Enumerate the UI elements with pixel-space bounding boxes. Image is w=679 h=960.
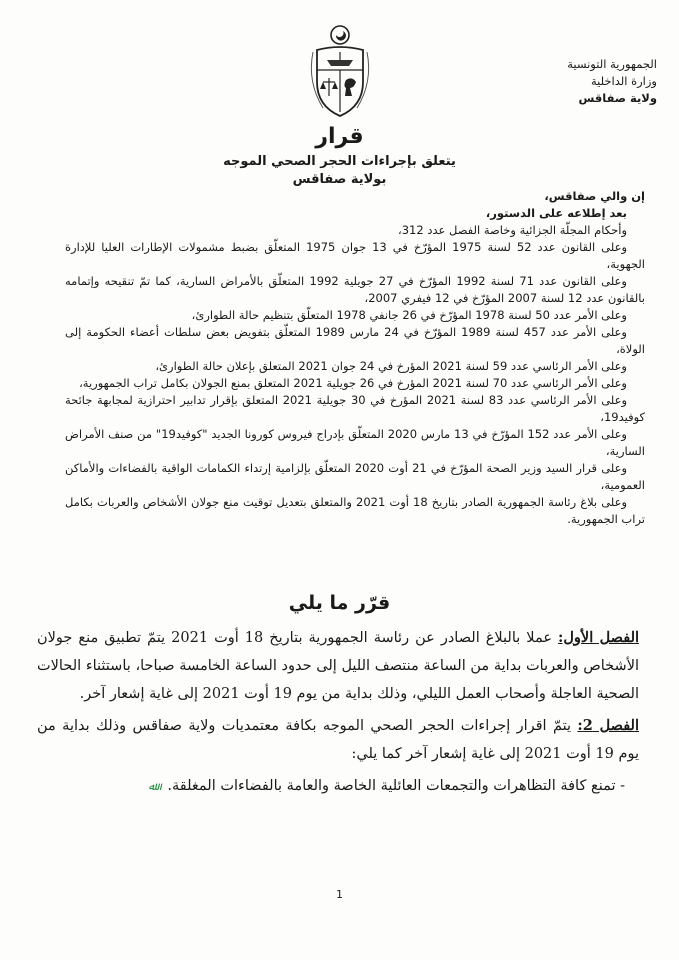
preamble-clause: وعلى الأمر الرئاسي عدد 70 لسنة 2021 المؤرخ في 26 جويلية 2021 المتعلق بمنع الجولان بكامل تراب الجمهورية، bbox=[79, 376, 627, 390]
article-2-label: الفصل 2: bbox=[577, 717, 640, 734]
articles bbox=[37, 624, 639, 805]
bullet-item bbox=[37, 772, 639, 801]
preamble-clause: وعلى قرار السيد وزير الصحة المؤرّخ في 21 أوت 2020 المتعلّق بإلزامية إرتداء الكمامات الواقية بالفضاءات والأماكن العمومية، bbox=[65, 461, 645, 492]
ministry-name: وزارة الداخلية bbox=[590, 74, 657, 88]
page-number: 1 bbox=[336, 888, 343, 901]
article-1 bbox=[37, 624, 639, 708]
tunisia-coat-of-arms-icon bbox=[305, 22, 375, 122]
preamble-clause: وعلى الأمر الرئاسي عدد 59 لسنة 2021 المؤرخ في 24 جوان 2021 المتعلق بإعلان حالة الطوارئ، bbox=[155, 359, 627, 373]
article-1-label: الفصل الأول: bbox=[558, 629, 640, 646]
preamble-clause: وعلى بلاغ رئاسة الجمهورية الصادر بتاريخ 18 أوت 2021 والمتعلق بتعديل توقيت منع جولان الأشخاص والعربات بكامل تراب الجمهورية. bbox=[65, 495, 645, 526]
article-1-text: عملا بالبلاغ الصادر عن رئاسة الجمهورية بتاريخ 18 أوت 2021 يتمّ تطبيق منع جولان الأشخاص والعربات بداية من الساعة منتصف الليل إلى حدود الساعة الخامسة صباحا، باستثناء الحالات الصحية العاجلة وأصحاب العمل الليلي، وذلك بداية من يوم 19 أوت 2021 إلى غاية إشعار آخر. bbox=[37, 630, 639, 702]
preamble-opening: إن والي صفاقس، bbox=[544, 189, 645, 203]
governorate-name: ولاية صفاقس bbox=[578, 91, 657, 105]
preamble-clause: وعلى الأمر عدد 50 لسنة 1978 المؤرّخ في 26 جانفي 1978 المتعلّق بتنظيم حالة الطوارئ، bbox=[191, 308, 627, 322]
preamble-clause: وعلى القانون عدد 71 لسنة 1992 المؤرّخ في 27 جويلية 1992 المتعلّق بالأمراض السارية، كما تمّ تنقيحه وإتمامه بالقانون عدد 12 لسنة 2007 المؤرّخ في 12 فيفري 2007، bbox=[65, 274, 645, 305]
republic-name: الجمهورية التونسية bbox=[567, 57, 657, 71]
issuing-authority bbox=[567, 56, 657, 107]
preamble-clause: وعلى الأمر عدد 457 لسنة 1989 المؤرّخ في 24 مارس 1989 المتعلّق بتفويض بعض سلطات أعضاء الحكومة إلى الولاة، bbox=[65, 325, 645, 356]
decision-heading: قرّر ما يلي bbox=[288, 592, 391, 614]
preamble-clause: وعلى القانون عدد 52 لسنة 1975 المؤرّخ في 13 جوان 1975 المتعلّق بضبط مشمولات الإطارات العليا للإدارة الجهوية، bbox=[65, 240, 645, 271]
decree-region: بولاية صفاقس bbox=[292, 172, 387, 187]
preamble-clause: وعلى الأمر الرئاسي عدد 83 لسنة 2021 المؤرخ في 30 جويلية 2021 المتعلق بإقرار تدابير احترازية لمجابهة جائحة كوفيد19، bbox=[65, 393, 645, 424]
article-2 bbox=[37, 712, 639, 768]
preamble-clause: وأحكام المجلّة الجزائية وخاصة الفصل عدد 312، bbox=[398, 223, 627, 237]
handwritten-initials: ﷲ bbox=[148, 780, 155, 793]
preamble bbox=[65, 188, 645, 528]
decree-title: قرار bbox=[315, 124, 364, 149]
preamble-review: بعد إطلاعه على الدستور، bbox=[485, 206, 627, 220]
bullet-text: - تمنع كافة التظاهرات والتجمعات العائلية الخاصة والعامة بالفضاءات المغلقة. bbox=[167, 778, 625, 794]
decree-subtitle: يتعلق بإجراءات الحجر الصحي الموجه bbox=[223, 154, 456, 169]
article-2-text: يتمّ اقرار إجراءات الحجر الصحي الموجه بكافة معتمديات ولاية صفاقس وذلك بداية من يوم 19 أوت 2021 إلى غاية إشعار آخر كما يلي: bbox=[37, 718, 639, 762]
preamble-clause: وعلى الأمر عدد 152 المؤرّخ في 13 مارس 2020 المتعلّق بإدراج فيروس كورونا الجديد "كوفيد19" من صنف الأمراض السارية، bbox=[65, 427, 645, 458]
